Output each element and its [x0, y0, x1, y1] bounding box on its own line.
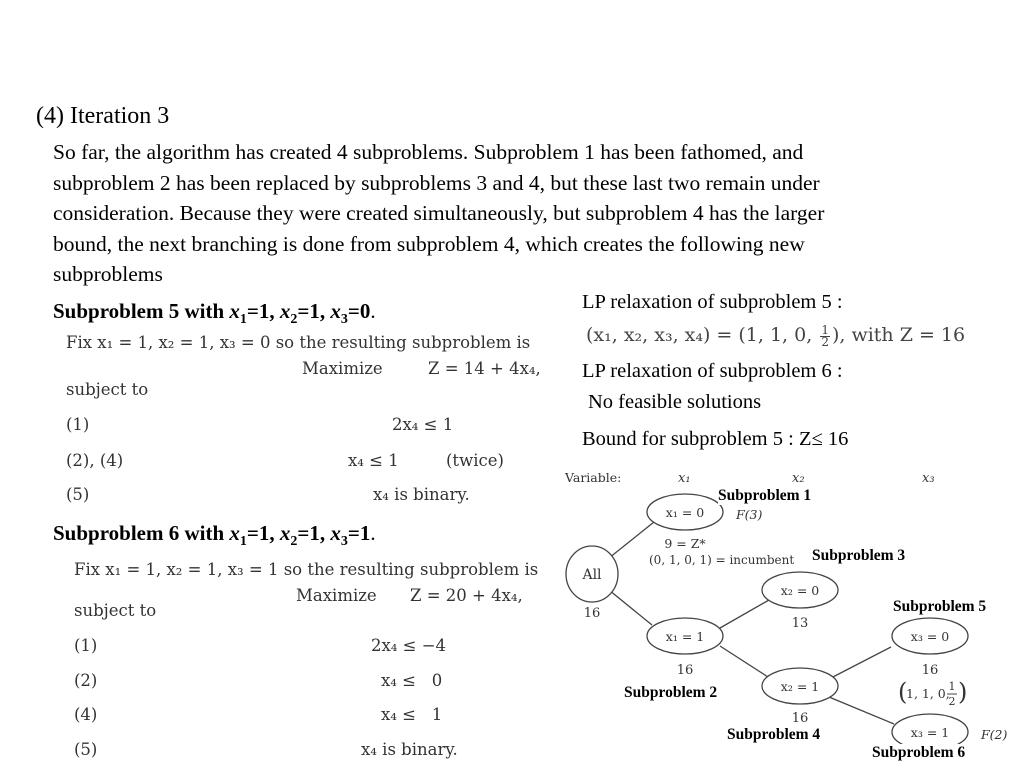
value-x3: =0	[347, 299, 371, 323]
constraint-label: (2)	[74, 671, 98, 690]
edge	[609, 590, 652, 625]
lp6-label: LP relaxation of subproblem 6 :	[582, 360, 843, 382]
constraint-expr: 2x₄ ≤ 1	[392, 415, 454, 434]
constraint-label: (4)	[74, 705, 98, 724]
subscript: 2	[290, 534, 298, 550]
subproblem5-heading	[53, 299, 376, 328]
fraction-numerator: 1	[821, 322, 829, 337]
constraint-expr: x₄ ≤ 1	[348, 451, 399, 470]
lp5-solution	[586, 324, 965, 348]
subject-to: subject to	[74, 601, 157, 620]
subproblem6-heading	[53, 521, 376, 550]
bound5-text: Bound for subproblem 5 : Z≤ 16	[582, 428, 849, 450]
n5-bound: 16	[921, 663, 939, 678]
maximize-word: Maximize	[296, 586, 377, 605]
n3-label: x₂ = 0	[780, 583, 820, 598]
constraint-label: (5)	[66, 485, 90, 504]
edge	[829, 697, 894, 724]
constraint-label: (2), (4)	[66, 451, 124, 470]
root-label: All	[582, 567, 602, 583]
lp5-solution-prefix: (x₁, x₂, x₃, x₄) = (1, 1, 0,	[586, 324, 819, 346]
constraint-label: (1)	[66, 415, 90, 434]
paragraph-line: consideration. Because they were created simultaneously, but subproblem 4 has the larger	[53, 201, 825, 225]
x3-header: x₃	[922, 471, 935, 486]
constraint-label: (5)	[74, 740, 98, 759]
objective: Z = 14 + 4x₄,	[428, 359, 541, 378]
subscript: 1	[239, 312, 247, 328]
var-x3: x	[330, 521, 341, 545]
n2-bound: 16	[676, 663, 694, 678]
edge	[609, 522, 654, 558]
section-heading: (4) Iteration 3	[36, 103, 170, 129]
subproblem6-title: Subproblem 6 with	[53, 521, 230, 545]
n6-label: x₃ = 1	[910, 725, 950, 740]
fraction-numerator: 1	[948, 680, 956, 693]
x1-header: x₁	[678, 471, 691, 486]
sp4-label: Subproblem 4	[727, 726, 821, 743]
n5-solution	[898, 678, 967, 708]
subscript: 3	[340, 312, 348, 328]
lp5-label: LP relaxation of subproblem 5 :	[582, 291, 843, 313]
n1-incumbent: (0, 1, 0, 1) = incumbent	[649, 553, 795, 567]
value-x3: =1	[347, 521, 371, 545]
constraint-label: (1)	[74, 636, 98, 655]
var-x1: x	[229, 299, 240, 323]
value-x1: =1,	[246, 299, 280, 323]
value-x1: =1,	[246, 521, 280, 545]
n3-bound: 13	[791, 616, 809, 631]
sp5-label: Subproblem 5	[893, 598, 987, 615]
paragraph-line: subproblem 2 has been replaced by subproblems 3 and 4, but these last two remain under	[53, 170, 820, 195]
n4-label: x₂ = 1	[780, 679, 820, 694]
close-paren: )	[958, 678, 968, 706]
n1-z: 9 = Z*	[664, 536, 706, 551]
n5-label: x₃ = 0	[910, 629, 950, 644]
constraint-note: (twice)	[446, 451, 504, 470]
period: .	[370, 521, 376, 545]
n5-solution-prefix: 1, 1, 0,	[906, 686, 950, 701]
fraction-denominator: 2	[948, 695, 956, 708]
edge	[720, 646, 768, 677]
value-x2: =1,	[297, 521, 331, 545]
n4-bound: 16	[791, 711, 809, 726]
var-x3: x	[330, 299, 341, 323]
subscript: 3	[340, 534, 348, 550]
paragraph-line: subproblems	[53, 262, 163, 286]
edge	[829, 647, 891, 679]
value-x2: =1,	[297, 299, 331, 323]
tree-nodes	[566, 494, 968, 750]
constraint-expr: 2x₄ ≤ −4	[371, 636, 447, 655]
lp5-solution-suffix: ), with Z = 16	[831, 324, 966, 346]
x2-header: x₂	[792, 471, 805, 486]
intro-paragraph	[53, 137, 993, 290]
subscript: 1	[239, 534, 247, 550]
fix-line: Fix x₁ = 1, x₂ = 1, x₃ = 0 so the resulting subproblem is	[66, 333, 531, 352]
constraint-expr: x₄ ≤ 0	[381, 671, 443, 690]
sp2-label: Subproblem 2	[624, 684, 718, 701]
sp1-label: Subproblem 1	[718, 487, 812, 504]
root-bound: 16	[583, 606, 601, 621]
n6-fathom: F(2)	[981, 727, 1008, 742]
subscript: 2	[290, 312, 298, 328]
n1-label: x₁ = 0	[665, 505, 705, 520]
var-x2: x	[279, 521, 291, 545]
paragraph-line: So far, the algorithm has created 4 subproblems. Subproblem 1 has been fathomed, and	[53, 140, 804, 164]
period: .	[370, 299, 376, 323]
var-x1: x	[229, 521, 240, 545]
edge	[720, 600, 769, 628]
sp6-label: Subproblem 6	[872, 744, 966, 761]
variable-label: Variable:	[565, 470, 622, 485]
objective: Z = 20 + 4x₄,	[410, 586, 523, 605]
fraction	[820, 322, 830, 349]
open-paren: (	[898, 678, 908, 706]
n1-fathom: F(3)	[736, 507, 763, 522]
sp3-label: Subproblem 3	[812, 547, 906, 564]
constraint-expr: x₄ is binary.	[361, 740, 458, 759]
subject-to: subject to	[66, 380, 149, 399]
var-x2: x	[279, 299, 291, 323]
constraint-expr: x₄ ≤ 1	[381, 705, 443, 724]
maximize-word: Maximize	[302, 359, 383, 378]
lp6-result: No feasible solutions	[588, 391, 762, 413]
fraction-denominator: 2	[821, 334, 829, 349]
paragraph-line: bound, the next branching is done from subproblem 4, which creates the following new	[53, 231, 805, 256]
fix-line: Fix x₁ = 1, x₂ = 1, x₃ = 1 so the resulting subproblem is	[74, 560, 539, 579]
n2-label: x₁ = 1	[665, 629, 705, 644]
subproblem5-title: Subproblem 5 with	[53, 299, 230, 323]
constraint-expr: x₄ is binary.	[373, 485, 470, 504]
